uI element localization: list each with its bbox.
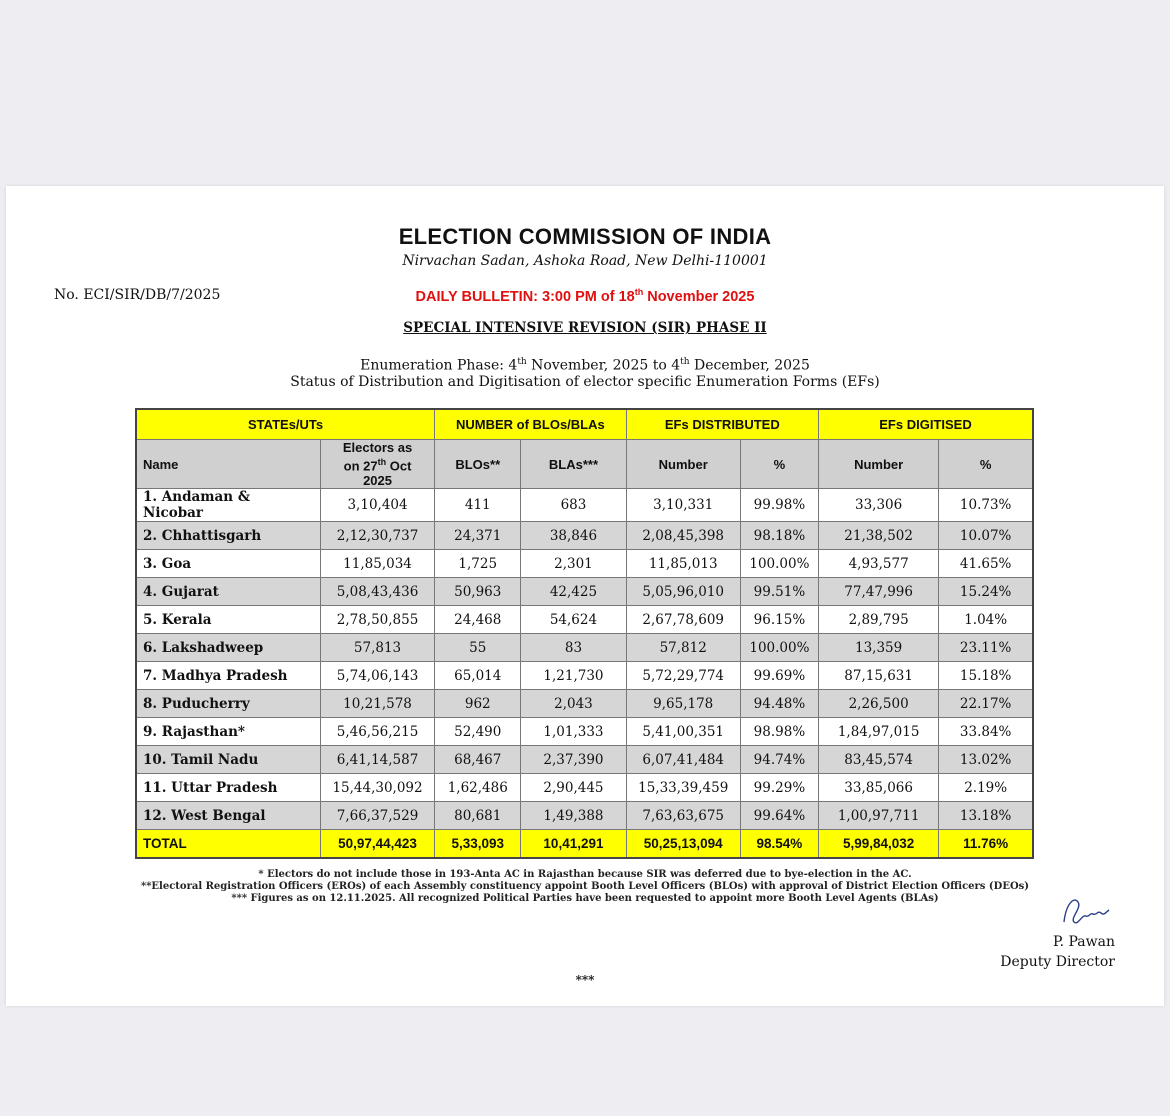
cell-dist-pct: 94.74%: [740, 746, 818, 774]
cell-dist-number: 5,05,96,010: [626, 578, 740, 606]
cell-blas: 2,90,445: [521, 774, 626, 802]
col-header-electors: [320, 440, 434, 489]
cell-blas: 83: [521, 634, 626, 662]
table-row: [136, 802, 1033, 830]
cell-dig-pct: 15.24%: [939, 578, 1033, 606]
cell-blos: 1,725: [435, 550, 521, 578]
cell-electors: 5,46,56,215: [320, 718, 434, 746]
total-electors: 50,97,44,423: [320, 830, 434, 859]
cell-dist-pct: 99.64%: [740, 802, 818, 830]
bulletin-text-a: DAILY BULLETIN: 3:00 PM of 18: [415, 288, 635, 305]
cell-dig-number: 87,15,631: [819, 662, 939, 690]
enumeration-phase: [6, 357, 1164, 374]
cell-blas: 42,425: [521, 578, 626, 606]
cell-name: 9. Rajasthan*: [136, 718, 320, 746]
organization-title: ELECTION COMMISSION OF INDIA: [398, 224, 772, 249]
table-row: [136, 634, 1033, 662]
cell-dig-number: 1,00,97,711: [819, 802, 939, 830]
status-table: [135, 408, 1034, 859]
cell-dig-number: 33,85,066: [819, 774, 939, 802]
cell-blos: 24,468: [435, 606, 521, 634]
cell-electors: 2,78,50,855: [320, 606, 434, 634]
col-header-name: Name: [136, 440, 320, 489]
phase-text-c: December, 2025: [689, 357, 810, 374]
phase-text-b: November, 2025 to 4: [526, 357, 681, 374]
cell-electors: 6,41,14,587: [320, 746, 434, 774]
cell-dist-pct: 98.18%: [740, 522, 818, 550]
cell-dig-pct: 41.65%: [939, 550, 1033, 578]
cell-name: 12. West Bengal: [136, 802, 320, 830]
cell-electors: 3,10,404: [320, 489, 434, 522]
footnote-2: **Electoral Registration Officers (EROs) of each Assembly constituency appoint Booth Level Officers (BLOs) with approval of District Election Officers (DEOs): [140, 881, 1030, 892]
cell-blas: 2,37,390: [521, 746, 626, 774]
cell-electors: 2,12,30,737: [320, 522, 434, 550]
cell-blos: 55: [435, 634, 521, 662]
cell-name: 7. Madhya Pradesh: [136, 662, 320, 690]
cell-blas: 38,846: [521, 522, 626, 550]
cell-dig-pct: 15.18%: [939, 662, 1033, 690]
cell-blas: 1,49,388: [521, 802, 626, 830]
cell-dig-number: 4,93,577: [819, 550, 939, 578]
bulletin-heading: [6, 287, 1164, 305]
signature-scribble: [1056, 892, 1112, 932]
cell-blos: 65,014: [435, 662, 521, 690]
bulletin-document: [6, 186, 1164, 1006]
table-row: [136, 550, 1033, 578]
cell-blos: 962: [435, 690, 521, 718]
cell-electors: 7,66,37,529: [320, 802, 434, 830]
cell-dig-number: 2,26,500: [819, 690, 939, 718]
cell-dist-pct: 99.51%: [740, 578, 818, 606]
footnotes: [6, 869, 1164, 905]
cell-electors: 15,44,30,092: [320, 774, 434, 802]
total-dist-pct: 98.54%: [740, 830, 818, 859]
table-row: [136, 746, 1033, 774]
table-row: [136, 662, 1033, 690]
organization-address: Nirvachan Sadan, Ashoka Road, New Delhi-110001: [402, 253, 768, 269]
cell-blos: 80,681: [435, 802, 521, 830]
cell-name: 10. Tamil Nadu: [136, 746, 320, 774]
cell-blos: 68,467: [435, 746, 521, 774]
cell-dist-pct: 96.15%: [740, 606, 818, 634]
cell-name: 2. Chhattisgarh: [136, 522, 320, 550]
cell-name: 3. Goa: [136, 550, 320, 578]
cell-dist-pct: 99.69%: [740, 662, 818, 690]
cell-name: 1. Andaman & Nicobar: [136, 489, 320, 522]
cell-dig-pct: 10.73%: [939, 489, 1033, 522]
cell-dist-pct: 100.00%: [740, 634, 818, 662]
document-subtitle: SPECIAL INTENSIVE REVISION (SIR) PHASE II: [403, 320, 767, 336]
cell-blas: 54,624: [521, 606, 626, 634]
cell-dig-pct: 2.19%: [939, 774, 1033, 802]
cell-dig-number: 77,47,996: [819, 578, 939, 606]
cell-dist-number: 11,85,013: [626, 550, 740, 578]
table-row: [136, 522, 1033, 550]
cell-dig-pct: 13.18%: [939, 802, 1033, 830]
cell-electors: 10,21,578: [320, 690, 434, 718]
table-row: [136, 718, 1033, 746]
cell-blas: 2,301: [521, 550, 626, 578]
table-row: [136, 489, 1033, 522]
footnote-3: *** Figures as on 12.11.2025. All recognized Political Parties have been requested to appoint more Booth Level Agents (BLAs): [231, 893, 939, 904]
cell-blos: 411: [435, 489, 521, 522]
cell-name: 6. Lakshadweep: [136, 634, 320, 662]
status-line: Status of Distribution and Digitisation of elector specific Enumeration Forms (EFs): [290, 374, 880, 390]
cell-dig-number: 33,306: [819, 489, 939, 522]
total-row: [136, 830, 1033, 859]
col-header-blos: BLOs**: [435, 440, 521, 489]
cell-dig-number: 83,45,574: [819, 746, 939, 774]
cell-dig-number: 21,38,502: [819, 522, 939, 550]
group-header-blos: NUMBER of BLOs/BLAs: [435, 409, 626, 440]
table-row: [136, 578, 1033, 606]
bulletin-text-b: November 2025: [643, 288, 755, 305]
cell-dist-number: 2,67,78,609: [626, 606, 740, 634]
cell-dig-pct: 13.02%: [939, 746, 1033, 774]
col-header-dig-number: Number: [819, 440, 939, 489]
cell-electors: 5,08,43,436: [320, 578, 434, 606]
cell-blos: 50,963: [435, 578, 521, 606]
cell-name: 4. Gujarat: [136, 578, 320, 606]
cell-name: 5. Kerala: [136, 606, 320, 634]
cell-dist-number: 3,10,331: [626, 489, 740, 522]
footnote-1: * Electors do not include those in 193-Anta AC in Rajasthan because SIR was deferred due to bye-election in the AC.: [258, 869, 912, 880]
cell-electors: 11,85,034: [320, 550, 434, 578]
signatory-designation: Deputy Director: [1000, 954, 1115, 970]
cell-dist-number: 6,07,41,484: [626, 746, 740, 774]
cell-dig-pct: 1.04%: [939, 606, 1033, 634]
signatory-block: [1000, 932, 1115, 972]
electors-hd-sup: th: [377, 457, 387, 467]
cell-dist-pct: 94.48%: [740, 690, 818, 718]
cell-blas: 683: [521, 489, 626, 522]
cell-dig-number: 2,89,795: [819, 606, 939, 634]
electors-hd-d: 2025: [363, 473, 392, 489]
table-row: [136, 690, 1033, 718]
column-header-row: [136, 440, 1033, 489]
total-blas: 10,41,291: [521, 830, 626, 859]
group-header-distributed: EFs DISTRIBUTED: [626, 409, 818, 440]
cell-blas: 1,01,333: [521, 718, 626, 746]
cell-dist-pct: 99.98%: [740, 489, 818, 522]
cell-name: 8. Puducherry: [136, 690, 320, 718]
total-dist-number: 50,25,13,094: [626, 830, 740, 859]
cell-blos: 52,490: [435, 718, 521, 746]
total-dig-pct: 11.76%: [939, 830, 1033, 859]
phase-sup-2: th: [680, 357, 690, 367]
cell-electors: 57,813: [320, 634, 434, 662]
cell-blas: 1,21,730: [521, 662, 626, 690]
total-blos: 5,33,093: [435, 830, 521, 859]
cell-dist-number: 15,33,39,459: [626, 774, 740, 802]
electors-hd-a: Electors as: [342, 440, 413, 455]
cell-dig-number: 13,359: [819, 634, 939, 662]
cell-dist-number: 7,63,63,675: [626, 802, 740, 830]
cell-dig-pct: 23.11%: [939, 634, 1033, 662]
signatory-name: P. Pawan: [1053, 934, 1115, 950]
bulletin-sup: th: [634, 287, 644, 297]
cell-blos: 24,371: [435, 522, 521, 550]
cell-dig-number: 1,84,97,015: [819, 718, 939, 746]
cell-dist-number: 5,41,00,351: [626, 718, 740, 746]
cell-dist-pct: 98.98%: [740, 718, 818, 746]
col-header-blas: BLAs***: [521, 440, 626, 489]
cell-dist-number: 9,65,178: [626, 690, 740, 718]
phase-text-a: Enumeration Phase: 4: [360, 357, 518, 374]
col-header-dist-number: Number: [626, 440, 740, 489]
cell-blas: 2,043: [521, 690, 626, 718]
cell-dist-pct: 100.00%: [740, 550, 818, 578]
table-row: [136, 774, 1033, 802]
cell-dist-number: 5,72,29,774: [626, 662, 740, 690]
col-header-dig-pct: %: [939, 440, 1033, 489]
cell-dig-pct: 22.17%: [939, 690, 1033, 718]
table-row: [136, 606, 1033, 634]
cell-name: 11. Uttar Pradesh: [136, 774, 320, 802]
group-header-states: STATEs/UTs: [136, 409, 435, 440]
cell-dig-pct: 33.84%: [939, 718, 1033, 746]
cell-dist-number: 2,08,45,398: [626, 522, 740, 550]
cell-dig-pct: 10.07%: [939, 522, 1033, 550]
end-mark: ***: [575, 973, 595, 987]
group-header-row: [136, 409, 1033, 440]
total-label: TOTAL: [136, 830, 320, 859]
cell-dist-pct: 99.29%: [740, 774, 818, 802]
phase-sup-1: th: [517, 357, 527, 367]
cell-dist-number: 57,812: [626, 634, 740, 662]
electors-hd-b: on 27: [343, 458, 378, 474]
reference-number: No. ECI/SIR/DB/7/2025: [54, 287, 221, 303]
group-header-digitised: EFs DIGITISED: [819, 409, 1034, 440]
total-dig-number: 5,99,84,032: [819, 830, 939, 859]
cell-blos: 1,62,486: [435, 774, 521, 802]
col-header-dist-pct: %: [740, 440, 818, 489]
cell-electors: 5,74,06,143: [320, 662, 434, 690]
electors-hd-c: Oct: [386, 458, 412, 474]
